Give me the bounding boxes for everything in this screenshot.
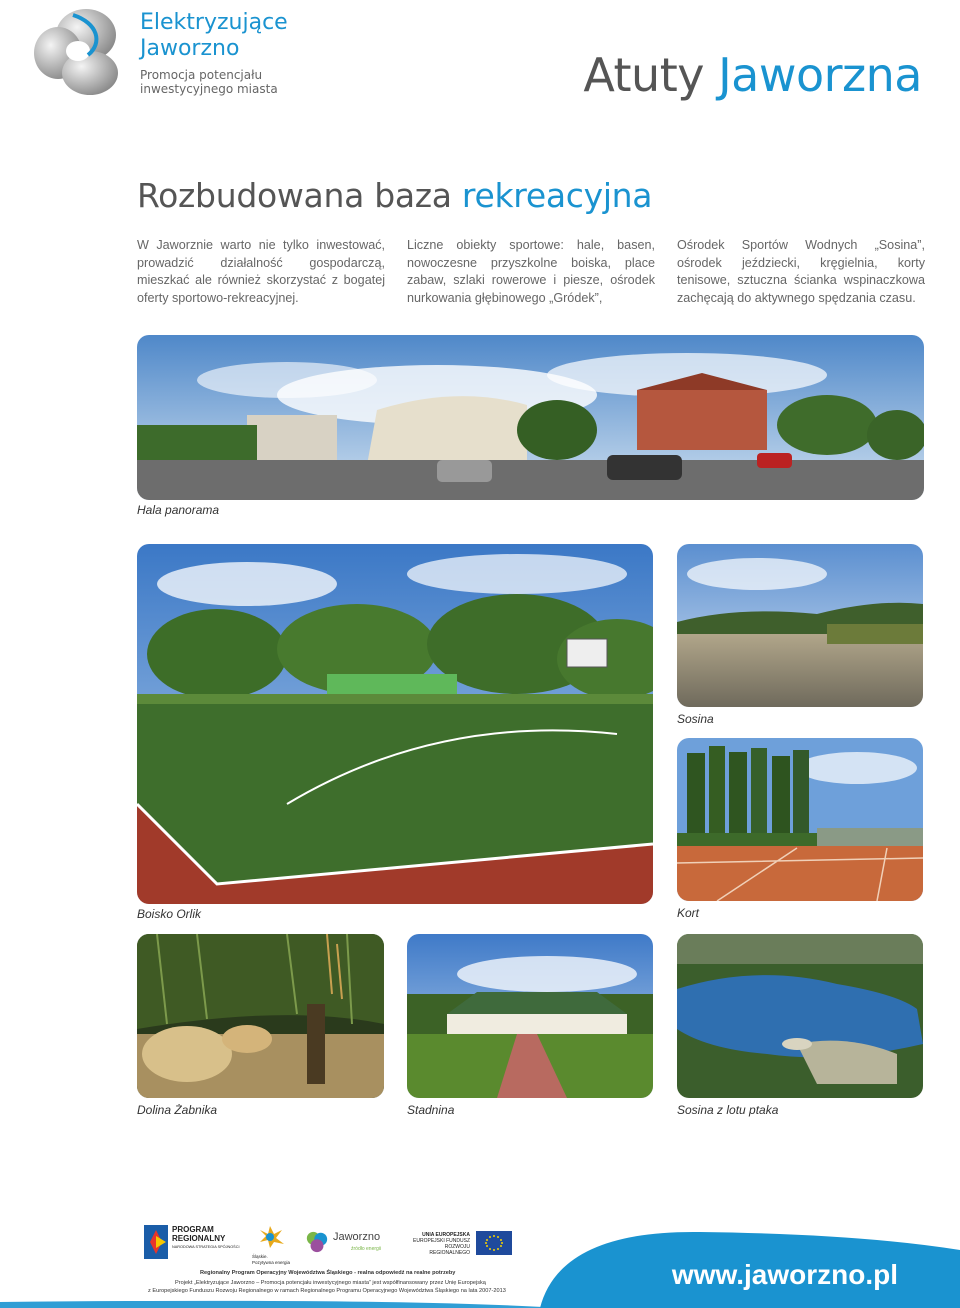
- footer-note-2: Projekt „Elektryzujące Jaworzno – Promocja potencjału inwestycyjnego miasta” jest współfinansowany przez Unię Europejską: [175, 1280, 486, 1286]
- photo-sosina-z-lotu-ptaka: [677, 934, 923, 1098]
- jaworzno-logo-sub: źródło energii: [351, 1246, 382, 1252]
- jaworzno-logo-text: Jaworzno: [333, 1231, 381, 1243]
- logo-title-line2: Jaworzno: [140, 36, 240, 61]
- page-title-accent: Jaworzna: [718, 48, 922, 102]
- slaskie-line2: Pozytywna energia: [252, 1259, 291, 1265]
- eu-line1: UNIA EUROPEJSKA: [422, 1232, 470, 1238]
- page-title-main: Atuty: [583, 48, 704, 102]
- section-title-main: Rozbudowana baza: [137, 176, 452, 215]
- jaworzno-zrodlo-energii-logo: [305, 1228, 400, 1264]
- program-line3: NARODOWA STRATEGIA SPÓJNOŚCI: [172, 1245, 240, 1249]
- photo-sosina: [677, 544, 923, 707]
- jaworzno-small-logo-icon: [305, 1230, 329, 1254]
- footer-note-3: z Europejskiego Funduszu Rozwoju Regionalnego w ramach Regionalnego Programu Operacyjnego Województwa Śląskiego na lata 2007-2013: [148, 1288, 506, 1294]
- section-title: [137, 176, 652, 215]
- page-title: [583, 48, 922, 102]
- slaskie-logo: [252, 1224, 292, 1264]
- photo-hala-panorama: [137, 335, 924, 500]
- text-column-3: Ośrodek Sportów Wodnych „Sosina”, ośrodek jeździecki, kręgielnia, korty tenisowe, sztuczna ścianka wspinaczkowa zachęcają do aktywnego spędzania czasu.: [677, 238, 925, 305]
- caption-hala-panorama: Hala panorama: [137, 503, 220, 517]
- caption-sosina-z-lotu-ptaka: Sosina z lotu ptaka: [677, 1103, 779, 1117]
- website-url-link[interactable]: www.jaworzno.pl: [671, 1259, 898, 1290]
- slaskie-icon: [252, 1224, 292, 1250]
- logo-title: [140, 10, 288, 62]
- photo-stadnina: [407, 934, 653, 1098]
- eu-line3: ROZWOJU REGIONALNEGO: [429, 1244, 470, 1256]
- caption-dolina-zabnika: Dolina Żabnika: [137, 1103, 218, 1117]
- eu-logo-text: [408, 1232, 470, 1256]
- program-regionalny-logo: [172, 1225, 240, 1252]
- footer-logos: [140, 1222, 520, 1267]
- logo-subtitle-line1: Promocja potencjału: [140, 68, 263, 82]
- caption-kort: Kort: [677, 906, 700, 920]
- caption-stadnina: Stadnina: [407, 1103, 455, 1117]
- city-logo-icon: [28, 3, 128, 98]
- photo-dolina-zabnika: [137, 934, 384, 1098]
- text-column-1: W Jaworznie warto nie tylko inwestować, prowadzić działalność gospodarczą, mieszkać ale również skorzystać z bogatej oferty sportowo-rekreacyjnej.: [137, 238, 385, 305]
- section-title-accent: rekreacyjna: [461, 176, 653, 215]
- caption-boisko-orlik: Boisko Orlik: [137, 907, 202, 921]
- footer-note-1: Regionalny Program Operacyjny Województwa Śląskiego - realna odpowiedź na realne potrzeby: [200, 1270, 456, 1276]
- text-column-2: Liczne obiekty sportowe: hale, basen, nowoczesne przyszkolne boiska, place zabaw, szlaki rowerowe i piesze, ośrodek nurkowania głębinowego „Gródek”,: [407, 238, 655, 305]
- photo-boisko-orlik: [137, 544, 653, 904]
- slaskie-line1: Śląskie.: [252, 1254, 268, 1259]
- logo-subtitle: [140, 68, 278, 96]
- photo-kort: [677, 738, 923, 901]
- eu-line2: EUROPEJSKI FUNDUSZ: [413, 1238, 470, 1244]
- logo-subtitle-line2: inwestycyjnego miasta: [140, 82, 278, 96]
- caption-sosina: Sosina: [677, 712, 714, 726]
- eu-flag-icon: [476, 1231, 512, 1255]
- logo-title-line1: Elektryzujące: [140, 10, 288, 35]
- program-line1: PROGRAM: [172, 1225, 214, 1234]
- program-line2: REGIONALNY: [172, 1234, 226, 1243]
